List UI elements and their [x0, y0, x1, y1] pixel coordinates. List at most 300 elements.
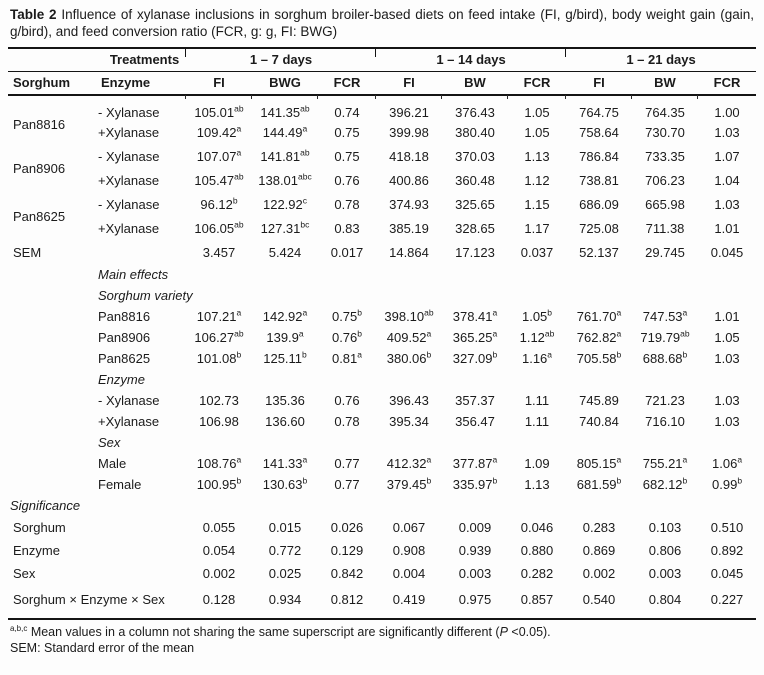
value-cell: 761.70$^a$ — [576, 307, 622, 324]
section-row — [8, 495, 756, 516]
value-cell: 1.15 — [524, 196, 550, 212]
value-cell: 127.31$^{bc}$ — [260, 219, 310, 236]
value-cell: 0.78 — [334, 196, 360, 212]
value-cell: 0.009 — [458, 520, 492, 535]
value-cell: 0.003 — [458, 566, 492, 581]
superscript: a — [492, 307, 498, 318]
superscript: ab — [544, 328, 555, 339]
column-header-fi-3: FI — [566, 71, 632, 95]
superscript: b — [492, 349, 498, 360]
superscript: a — [492, 454, 498, 465]
value-cell: 681.59$^b$ — [576, 475, 622, 492]
treatment-row — [8, 168, 756, 192]
value-cell: 706.23 — [645, 172, 685, 188]
group-header-1-7-days: 1 – 7 days — [186, 48, 376, 71]
significance-row — [8, 516, 756, 539]
row-label — [8, 264, 96, 285]
superscript: b — [302, 349, 307, 360]
value-cell: 1.03 — [714, 124, 740, 140]
value-cell: 0.892 — [710, 543, 744, 558]
value-cell: 0.77 — [334, 477, 360, 492]
value-cell: 1.05 — [714, 330, 740, 345]
sub-label: Male — [98, 456, 127, 471]
treatment-row — [8, 192, 756, 216]
superscript: a — [737, 454, 743, 465]
superscript: b — [616, 349, 622, 360]
value-cell: 1.01 — [714, 220, 740, 236]
main-effect-row — [8, 411, 756, 432]
value-cell: 0.054 — [202, 543, 236, 558]
value-cell: 100.95$^b$ — [196, 475, 242, 492]
value-cell: 374.93 — [389, 196, 429, 212]
value-cell: 0.76 — [334, 393, 360, 408]
value-cell: 0.004 — [392, 566, 426, 581]
results-table — [8, 47, 756, 620]
superscript: a — [236, 454, 242, 465]
section-label: Sorghum variety — [98, 288, 193, 303]
sub-label: - Xylanase — [98, 393, 160, 408]
value-cell: 0.067 — [392, 520, 426, 535]
superscript: a — [616, 454, 622, 465]
row-label: Pan8816 — [13, 117, 66, 132]
footnote-text-pre: Mean values in a column not sharing the same superscript are significantly different ( — [27, 625, 500, 639]
value-cell: 1.03 — [714, 351, 740, 366]
footnote-p-symbol: P — [499, 625, 508, 639]
value-cell: 1.11 — [524, 414, 550, 429]
value-cell: 733.35 — [645, 148, 685, 164]
value-cell: 1.12 — [524, 172, 550, 188]
value-cell: 17.123 — [455, 244, 495, 260]
row-label: Sex — [13, 566, 36, 581]
value-cell: 1.03 — [714, 196, 740, 212]
superscript: ab — [234, 219, 244, 230]
value-cell: 106.98 — [199, 414, 239, 429]
sub-label: Female — [98, 477, 142, 492]
group-header-treatments: Treatments — [8, 48, 186, 71]
value-cell: 686.09 — [579, 196, 619, 212]
treatment-row — [8, 144, 756, 168]
value-cell: 139.9$^a$ — [266, 328, 304, 345]
column-header-fi-1: FI — [186, 71, 252, 95]
value-cell: 1.17 — [524, 220, 550, 236]
value-cell: 5.424 — [268, 244, 302, 260]
value-cell: 0.75$^b$ — [331, 307, 363, 324]
value-cell: 106.05$^{ab}$ — [194, 219, 244, 236]
value-cell: 719.79$^{ab}$ — [640, 328, 690, 345]
superscript: b — [616, 475, 622, 486]
value-cell: 758.64 — [579, 124, 619, 140]
superscript: a — [426, 454, 432, 465]
value-cell: 1.09 — [524, 456, 550, 471]
value-cell: 108.76$^a$ — [196, 454, 242, 471]
sub-label: - Xylanase — [98, 105, 160, 120]
superscript: a — [616, 328, 622, 339]
value-cell: 0.806 — [648, 543, 682, 558]
sem-row — [8, 240, 756, 264]
group-header-1-21-days: 1 – 21 days — [566, 48, 756, 71]
value-cell: 105.01$^{ab}$ — [194, 103, 244, 120]
value-cell: 1.03 — [714, 414, 740, 429]
value-cell: 0.908 — [392, 543, 426, 558]
superscript: a — [236, 123, 242, 134]
value-cell: 377.87$^a$ — [452, 454, 498, 471]
value-cell: 325.65 — [455, 196, 495, 212]
main-effect-row — [8, 453, 756, 474]
row-label — [8, 327, 96, 348]
section-row — [8, 264, 756, 285]
row-label — [8, 390, 96, 411]
row-label: Pan8906 — [13, 160, 66, 176]
treatment-row — [8, 120, 756, 144]
value-cell: 1.12$^{ab}$ — [519, 328, 555, 345]
value-cell: 138.01$^{abc}$ — [258, 171, 312, 188]
value-cell: 0.975 — [442, 585, 508, 619]
row-label — [8, 369, 96, 390]
superscript: a — [492, 328, 498, 339]
value-cell: 0.045 — [710, 244, 744, 260]
value-cell: 0.75 — [334, 148, 360, 164]
value-cell: 365.25$^a$ — [452, 328, 498, 345]
value-cell: 0.002 — [582, 566, 616, 581]
main-effect-row — [8, 327, 756, 348]
value-cell: 665.98 — [645, 196, 685, 212]
significance-row — [8, 562, 756, 585]
value-cell: 380.06$^b$ — [386, 349, 432, 366]
value-cell: 0.227 — [698, 585, 756, 619]
value-cell: 102.73 — [199, 393, 239, 408]
sub-label: +Xylanase — [98, 124, 160, 140]
superscript: b — [426, 349, 432, 360]
value-cell: 376.43 — [455, 105, 495, 120]
column-header-fcr-2: FCR — [508, 71, 566, 95]
value-cell: 1.13 — [524, 148, 550, 164]
value-cell: 0.025 — [268, 566, 302, 581]
value-cell: 360.48 — [455, 172, 495, 188]
superscript: b — [492, 475, 498, 486]
value-cell: 0.017 — [330, 244, 364, 260]
value-cell: 0.055 — [202, 520, 236, 535]
value-cell: 395.34 — [389, 414, 429, 429]
superscript: a — [616, 307, 622, 318]
value-cell: 0.76$^b$ — [331, 328, 363, 345]
section-row — [8, 285, 756, 306]
value-cell: 378.41$^a$ — [452, 307, 498, 324]
superscript: ab — [424, 307, 434, 318]
superscript: ab — [680, 328, 690, 339]
value-cell: 711.38 — [645, 220, 685, 236]
value-cell: 396.21 — [389, 105, 429, 120]
value-cell: 1.11 — [524, 393, 550, 408]
superscript: b — [236, 475, 242, 486]
superscript: b — [682, 349, 688, 360]
footnote-text-post: <0.05). — [507, 625, 551, 639]
superscript: c — [302, 195, 307, 206]
value-cell: 688.68$^b$ — [642, 349, 688, 366]
value-cell: 716.10 — [645, 414, 685, 429]
group-header-row — [8, 48, 756, 71]
value-cell: 385.19 — [389, 220, 429, 236]
sub-label: Pan8816 — [98, 309, 151, 324]
value-cell: 14.864 — [389, 244, 429, 260]
row-label — [8, 411, 96, 432]
sub-label: - Xylanase — [98, 196, 160, 212]
treatment-row — [8, 95, 756, 120]
table-footnotes — [8, 620, 756, 656]
value-cell: 101.08$^b$ — [196, 349, 242, 366]
column-header-row — [8, 71, 756, 95]
row-label: Pan8625 — [13, 208, 66, 224]
value-cell: 0.282 — [520, 566, 554, 581]
superscript: ab — [300, 103, 310, 114]
value-cell: 0.015 — [268, 520, 302, 535]
value-cell: 412.32$^a$ — [386, 454, 432, 471]
value-cell: 135.36 — [265, 393, 305, 408]
value-cell: 730.70 — [645, 124, 685, 140]
value-cell: 0.419 — [376, 585, 442, 619]
value-cell: 747.53$^a$ — [642, 307, 688, 324]
table-caption-label: Table 2 — [10, 7, 57, 22]
value-cell: 0.99$^b$ — [712, 475, 743, 492]
value-cell: 130.63$^b$ — [262, 475, 308, 492]
column-header-fi-2: FI — [376, 71, 442, 95]
value-cell: 1.01 — [714, 309, 740, 324]
row-label — [8, 453, 96, 474]
value-cell: 380.40 — [455, 124, 495, 140]
value-cell: 0.037 — [520, 244, 554, 260]
value-cell: 327.09$^b$ — [452, 349, 498, 366]
main-effect-row — [8, 474, 756, 495]
value-cell: 335.97$^b$ — [452, 475, 498, 492]
value-cell: 0.74 — [334, 105, 360, 120]
column-header-bw-2: BW — [442, 71, 508, 95]
treatment-row — [8, 216, 756, 240]
superscript: b — [357, 307, 363, 318]
value-cell: 142.92$^a$ — [262, 307, 308, 324]
value-cell: 0.83 — [334, 220, 360, 236]
superscript: abc — [298, 171, 312, 182]
superscript: b — [357, 328, 363, 339]
value-cell: 106.27$^{ab}$ — [194, 328, 244, 345]
value-cell: 109.42$^a$ — [196, 123, 242, 140]
value-cell: 400.86 — [389, 172, 429, 188]
superscript: b — [426, 475, 432, 486]
row-label: Enzyme — [13, 543, 60, 558]
superscript: b — [236, 349, 242, 360]
value-cell: 96.12$^b$ — [200, 195, 238, 212]
significance-row — [8, 539, 756, 562]
value-cell: 105.47$^{ab}$ — [194, 171, 244, 188]
table-caption — [8, 6, 756, 40]
value-cell: 721.23 — [645, 393, 685, 408]
table-caption-text: Influence of xylanase inclusions in sorghum broiler-based diets on feed intake (FI, g/bird), body weight gain (gain, g/bird), and feed conversion ratio (FCR, g: g, FI: BWG) — [10, 7, 754, 39]
column-header-fcr-3: FCR — [698, 71, 756, 95]
sub-label: +Xylanase — [98, 220, 160, 236]
value-cell: 0.540 — [566, 585, 632, 619]
superscript: a — [302, 307, 308, 318]
value-cell: 0.939 — [458, 543, 492, 558]
superscript: a — [236, 307, 242, 318]
section-row — [8, 432, 756, 453]
value-cell: 0.002 — [202, 566, 236, 581]
value-cell: 398.10$^{ab}$ — [384, 307, 434, 324]
value-cell: 786.84 — [579, 148, 619, 164]
value-cell: 0.129 — [330, 543, 364, 558]
value-cell: 755.21$^a$ — [642, 454, 688, 471]
value-cell: 1.05$^b$ — [521, 307, 553, 324]
row-label — [8, 348, 96, 369]
value-cell: 745.89 — [579, 393, 619, 408]
group-header-1-14-days: 1 – 14 days — [376, 48, 566, 71]
value-cell: 0.003 — [648, 566, 682, 581]
value-cell: 0.76 — [334, 172, 360, 188]
superscript: a — [302, 454, 308, 465]
value-cell: 1.16$^a$ — [521, 349, 553, 366]
footnote-sem-note: SEM: Standard error of the mean — [10, 641, 195, 655]
value-cell: 141.33$^a$ — [262, 454, 308, 471]
column-header-bwg-1: BWG — [252, 71, 318, 95]
superscript: bc — [300, 219, 310, 230]
value-cell: 396.43 — [389, 393, 429, 408]
value-cell: 0.772 — [268, 543, 302, 558]
footnote-superscript-note — [10, 624, 754, 640]
value-cell: 740.84 — [579, 414, 619, 429]
superscript: a — [302, 123, 308, 134]
value-cell: 0.869 — [582, 543, 616, 558]
value-cell: 725.08 — [579, 220, 619, 236]
value-cell: 356.47 — [455, 414, 495, 429]
value-cell: 1.06$^a$ — [712, 454, 743, 471]
superscript: a — [547, 349, 553, 360]
superscript: ab — [234, 103, 244, 114]
value-cell: 764.35 — [645, 105, 685, 120]
sub-label: +Xylanase — [98, 414, 160, 429]
value-cell: 328.65 — [455, 220, 495, 236]
column-header-sorghum: Sorghum — [8, 71, 96, 95]
superscript: b — [302, 475, 308, 486]
value-cell: 0.283 — [582, 520, 616, 535]
superscript: ab — [234, 171, 244, 182]
value-cell: 141.81$^{ab}$ — [260, 147, 310, 164]
value-cell: 0.045 — [710, 566, 744, 581]
value-cell: 399.98 — [389, 124, 429, 140]
section-row — [8, 369, 756, 390]
value-cell: 1.13 — [524, 477, 550, 492]
superscript: a — [236, 147, 242, 158]
value-cell: 409.52$^a$ — [386, 328, 432, 345]
sub-label: +Xylanase — [98, 172, 160, 188]
value-cell: 0.103 — [648, 520, 682, 535]
row-label: Sorghum × Enzyme × Sex — [8, 585, 186, 619]
row-label — [8, 306, 96, 327]
value-cell: 52.137 — [579, 244, 619, 260]
value-cell: 122.92$^c$ — [262, 195, 307, 212]
row-label — [8, 474, 96, 495]
superscript: a — [357, 349, 363, 360]
superscript: a — [682, 307, 688, 318]
superscript: ab — [234, 328, 244, 339]
value-cell: 764.75 — [579, 105, 619, 120]
value-cell: 125.11$^b$ — [263, 349, 307, 366]
value-cell: 141.35$^{ab}$ — [260, 103, 310, 120]
section-label: Enzyme — [98, 372, 145, 387]
superscript: b — [737, 475, 743, 486]
value-cell: 1.05 — [524, 124, 550, 140]
value-cell: 144.49$^a$ — [262, 123, 308, 140]
superscript: a — [426, 328, 432, 339]
superscript: ab — [300, 147, 310, 158]
value-cell: 370.03 — [455, 148, 495, 164]
value-cell: 1.04 — [714, 172, 740, 188]
superscript: b — [232, 195, 238, 206]
value-cell: 0.842 — [330, 566, 364, 581]
column-header-fcr-1: FCR — [318, 71, 376, 95]
sub-label: - Xylanase — [98, 148, 160, 164]
value-cell: 1.03 — [714, 393, 740, 408]
value-cell: 418.18 — [389, 148, 429, 164]
value-cell: 0.77 — [334, 456, 360, 471]
sub-label: Pan8906 — [98, 330, 151, 345]
value-cell: 0.78 — [334, 414, 360, 429]
value-cell: 3.457 — [202, 244, 236, 260]
column-header-enzyme: Enzyme — [96, 71, 186, 95]
row-label — [8, 432, 96, 453]
value-cell: 136.60 — [265, 414, 305, 429]
value-cell: 705.58$^b$ — [576, 349, 622, 366]
value-cell: 379.45$^b$ — [386, 475, 432, 492]
superscript: b — [547, 307, 553, 318]
superscript: a — [298, 328, 304, 339]
value-cell: 1.00 — [714, 105, 740, 120]
value-cell: 738.81 — [579, 172, 619, 188]
value-cell: 0.804 — [632, 585, 698, 619]
value-cell: 0.880 — [520, 543, 554, 558]
value-cell: 357.37 — [455, 393, 495, 408]
value-cell: 0.510 — [710, 520, 744, 535]
footnote-superscript-marks: a,b,c — [10, 623, 28, 633]
value-cell: 1.05 — [524, 105, 550, 120]
value-cell: 0.812 — [318, 585, 376, 619]
row-label — [8, 285, 96, 306]
value-cell: 107.07$^a$ — [196, 147, 242, 164]
column-header-bw-3: BW — [632, 71, 698, 95]
row-label: SEM — [13, 244, 42, 260]
main-effect-row — [8, 348, 756, 369]
value-cell: 1.07 — [714, 148, 740, 164]
significance-row — [8, 585, 756, 619]
value-cell: 29.745 — [645, 244, 685, 260]
main-effect-row — [8, 390, 756, 411]
main-effect-row — [8, 306, 756, 327]
value-cell: 0.128 — [186, 585, 252, 619]
value-cell: 0.934 — [252, 585, 318, 619]
value-cell: 107.21$^a$ — [196, 307, 242, 324]
value-cell: 0.857 — [508, 585, 566, 619]
superscript: b — [682, 475, 688, 486]
sub-label: Pan8625 — [98, 351, 151, 366]
superscript: a — [682, 454, 688, 465]
value-cell: 805.15$^a$ — [576, 454, 622, 471]
value-cell: 762.82$^a$ — [576, 328, 622, 345]
section-label: Sex — [98, 435, 121, 450]
value-cell: 0.026 — [330, 520, 364, 535]
value-cell: 0.81$^a$ — [331, 349, 363, 366]
value-cell: 0.046 — [520, 520, 554, 535]
section-label: Significance — [10, 498, 81, 513]
section-label: Main effects — [98, 267, 169, 282]
value-cell: 0.75 — [334, 124, 360, 140]
value-cell: 682.12$^b$ — [642, 475, 688, 492]
row-label: Sorghum — [13, 520, 66, 535]
